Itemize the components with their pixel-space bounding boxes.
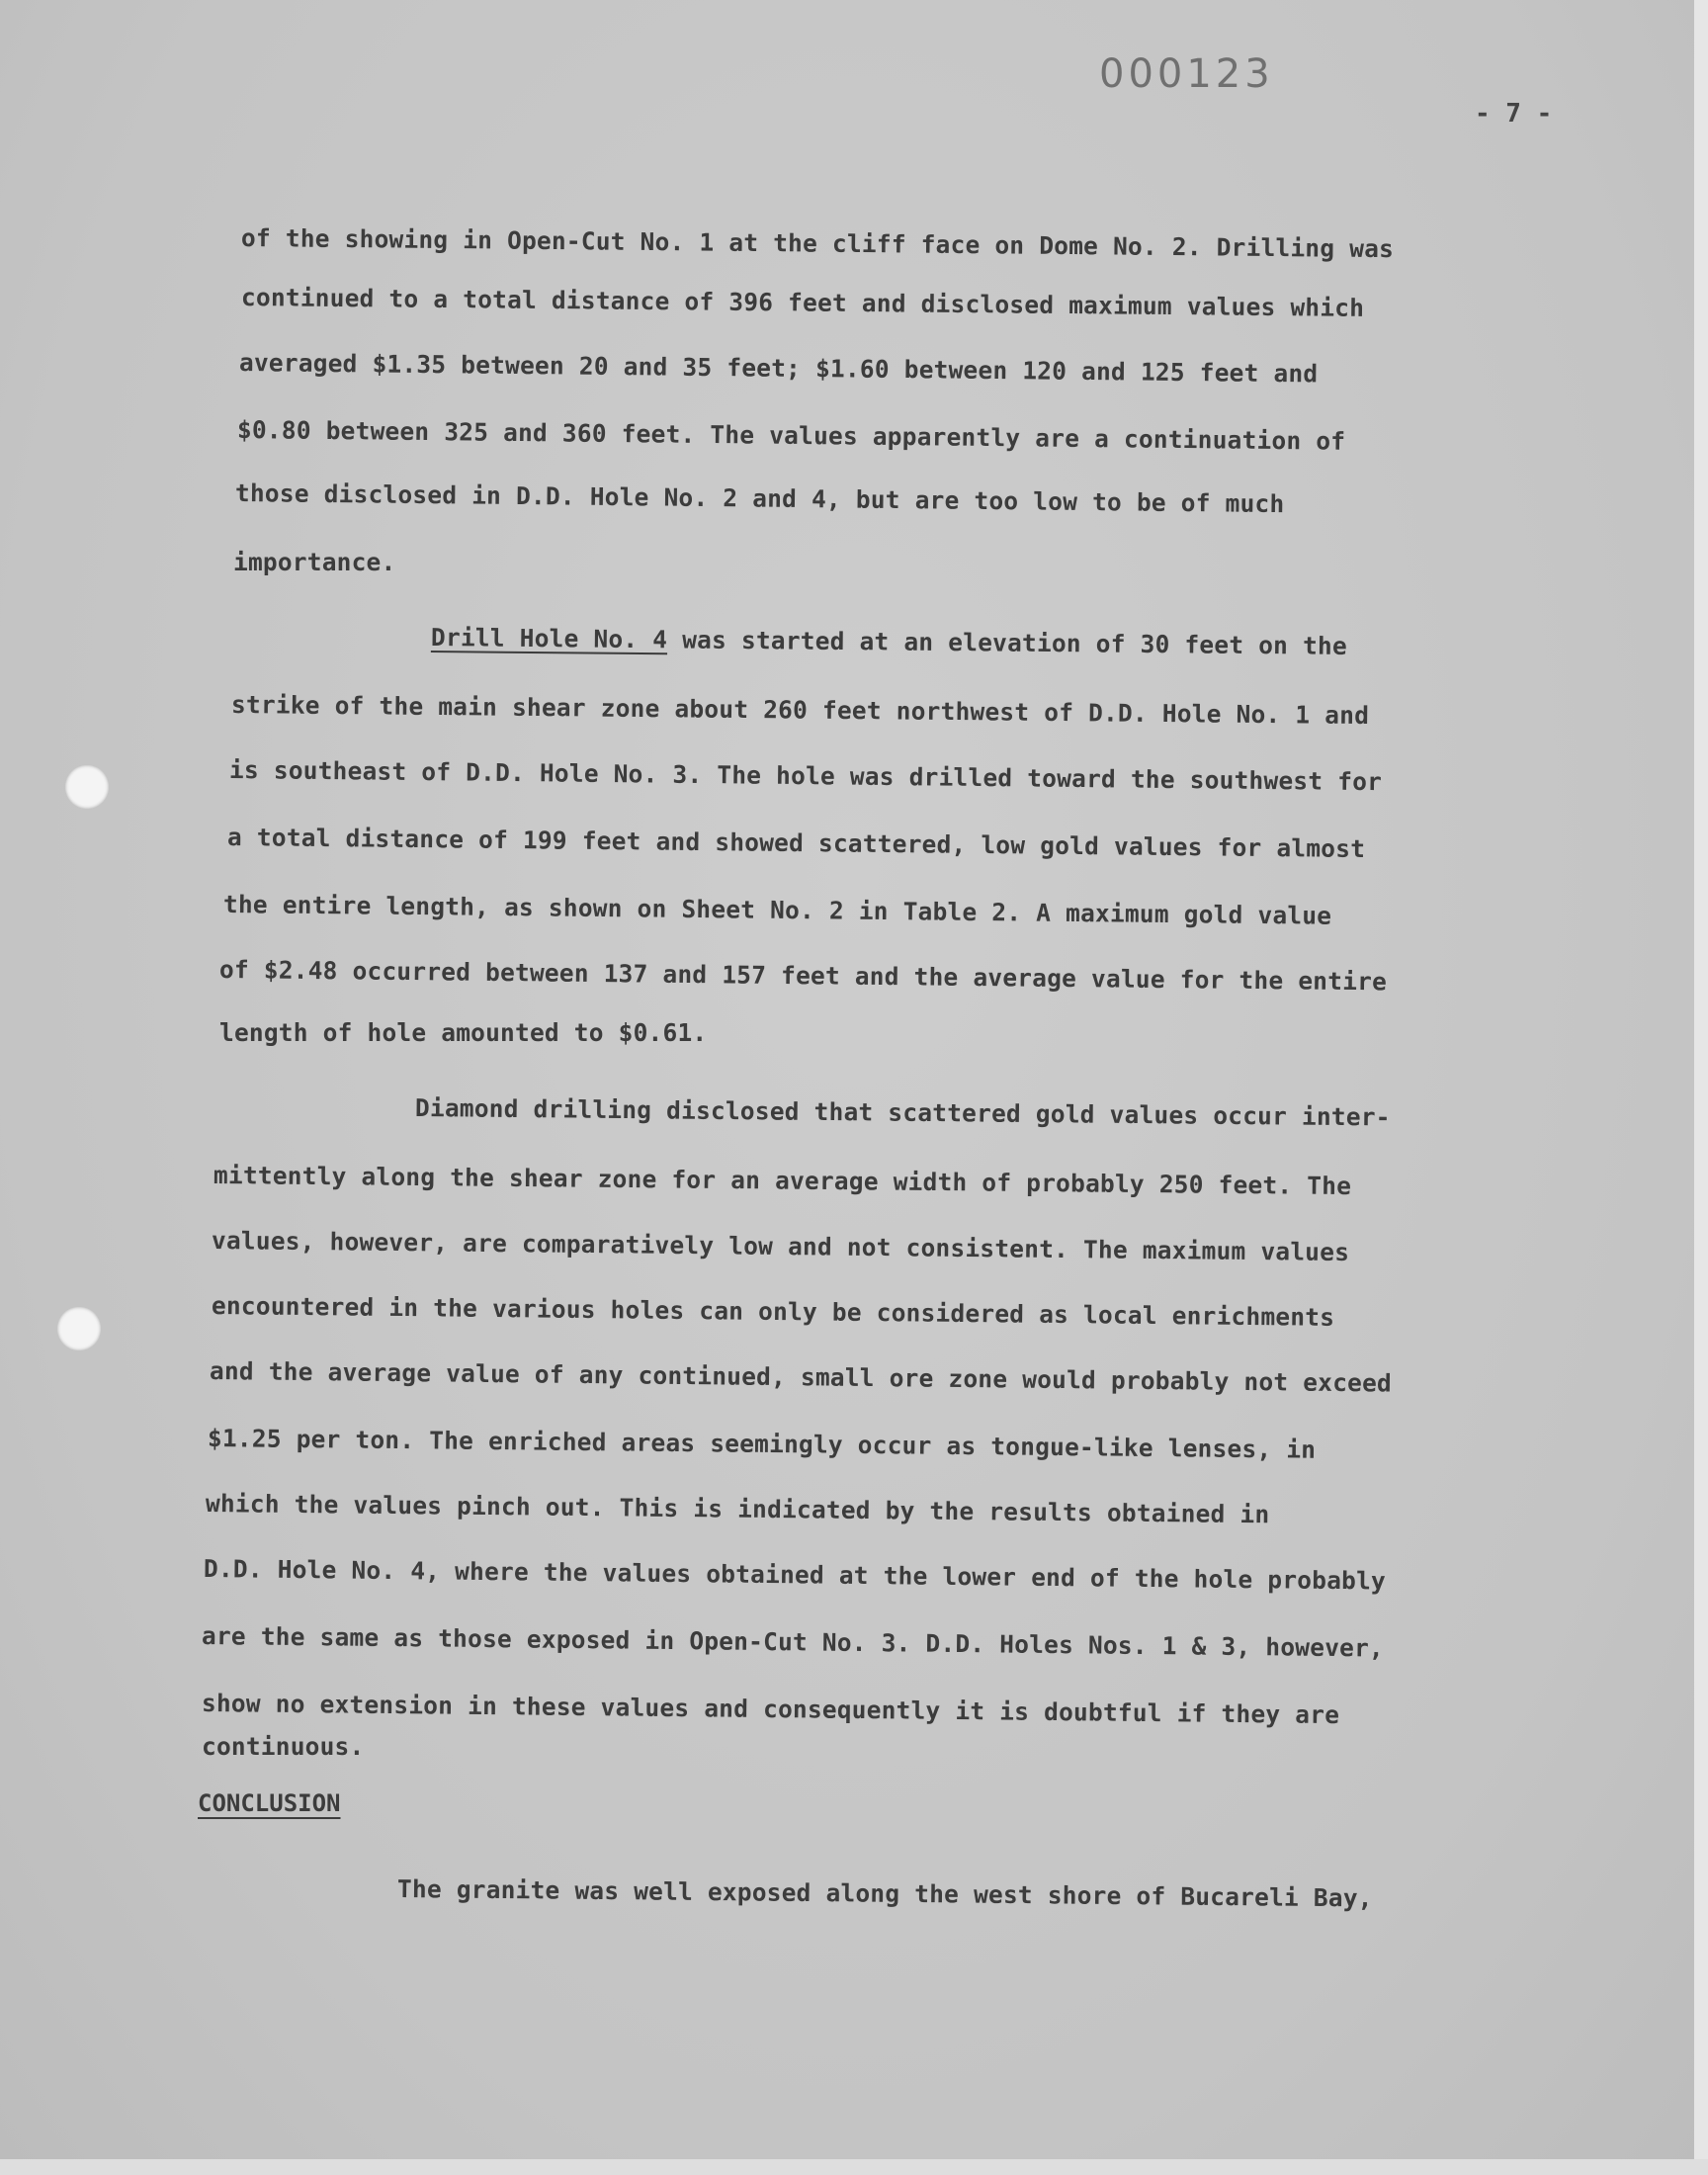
text-line: encountered in the various holes can only be considered as local enrichments — [211, 1291, 1335, 1332]
text-line: averaged $1.35 between 20 and 35 feet; $1.60 between 120 and 125 feet and — [238, 348, 1319, 389]
document-stamp-number: 000123 — [1099, 51, 1274, 97]
text-line — [431, 623, 1347, 660]
text-line: D.D. Hole No. 4, where the values obtained at the lower end of the hole probably — [203, 1554, 1387, 1596]
punch-hole-top — [65, 765, 109, 809]
text-line: is southeast of D.D. Hole No. 3. The hole was drilled toward the southwest for — [228, 755, 1383, 797]
text-line: are the same as those exposed in Open-Cut No. 3. D.D. Holes Nos. 1 & 3, however, — [201, 1621, 1385, 1663]
text-line: of $2.48 occurred between 137 and 157 feet and the average value for the entire — [218, 955, 1388, 997]
punch-hole-bottom — [57, 1307, 101, 1350]
text-line: strike of the main shear zone about 260 feet northwest of D.D. Hole No. 1 and — [230, 690, 1370, 731]
text-line: which the values pinch out. This is indicated by the results obtained in — [205, 1489, 1270, 1529]
text-line: values, however, are comparatively low and not consistent. The maximum values — [211, 1226, 1350, 1267]
page-edge-right — [1694, 0, 1708, 2175]
text-line: length of hole amounted to $0.61. — [219, 1018, 708, 1047]
text-line: show no extension in these values and consequently it is doubtful if they are — [201, 1689, 1340, 1730]
text-line: of the showing in Open-Cut No. 1 at the cliff face on Dome No. 2. Drilling was — [240, 223, 1395, 264]
text-line: the entire length, as shown on Sheet No. 2 in Table 2. A maximum gold value — [222, 890, 1332, 930]
text-line: $1.25 per ton. The enriched areas seemingly occur as tongue-like lenses, in — [207, 1424, 1317, 1464]
text-line: mittently along the shear zone for an average width of probably 250 feet. The — [213, 1161, 1352, 1201]
page-number: - 7 - — [1475, 99, 1553, 129]
text-line: a total distance of 199 feet and showed scattered, low gold values for almost — [226, 823, 1366, 864]
text-line-rest: was started at an elevation of 30 feet on the — [667, 625, 1348, 660]
text-line: continued to a total distance of 396 feet and disclosed maximum values which — [240, 283, 1365, 322]
text-line: $0.80 between 325 and 360 feet. The values apparently are a continuation of — [236, 415, 1346, 456]
page-edge-bottom — [0, 2159, 1708, 2175]
text-line: importance. — [233, 548, 396, 576]
text-line: The granite was well exposed along the west shore of Bucareli Bay, — [396, 1874, 1373, 1913]
text-line: and the average value of any continued, small ore zone would probably not exceed — [209, 1356, 1393, 1398]
text-line: continuous. — [202, 1732, 365, 1761]
text-line: those disclosed in D.D. Hole No. 2 and 4, but are too low to be of much — [234, 478, 1285, 519]
conclusion-heading: CONCLUSION — [198, 1789, 341, 1817]
drill-hole-lead: Drill Hole No. 4 — [430, 623, 668, 654]
text-line: Diamond drilling disclosed that scattered gold values occur inter- — [414, 1093, 1391, 1132]
